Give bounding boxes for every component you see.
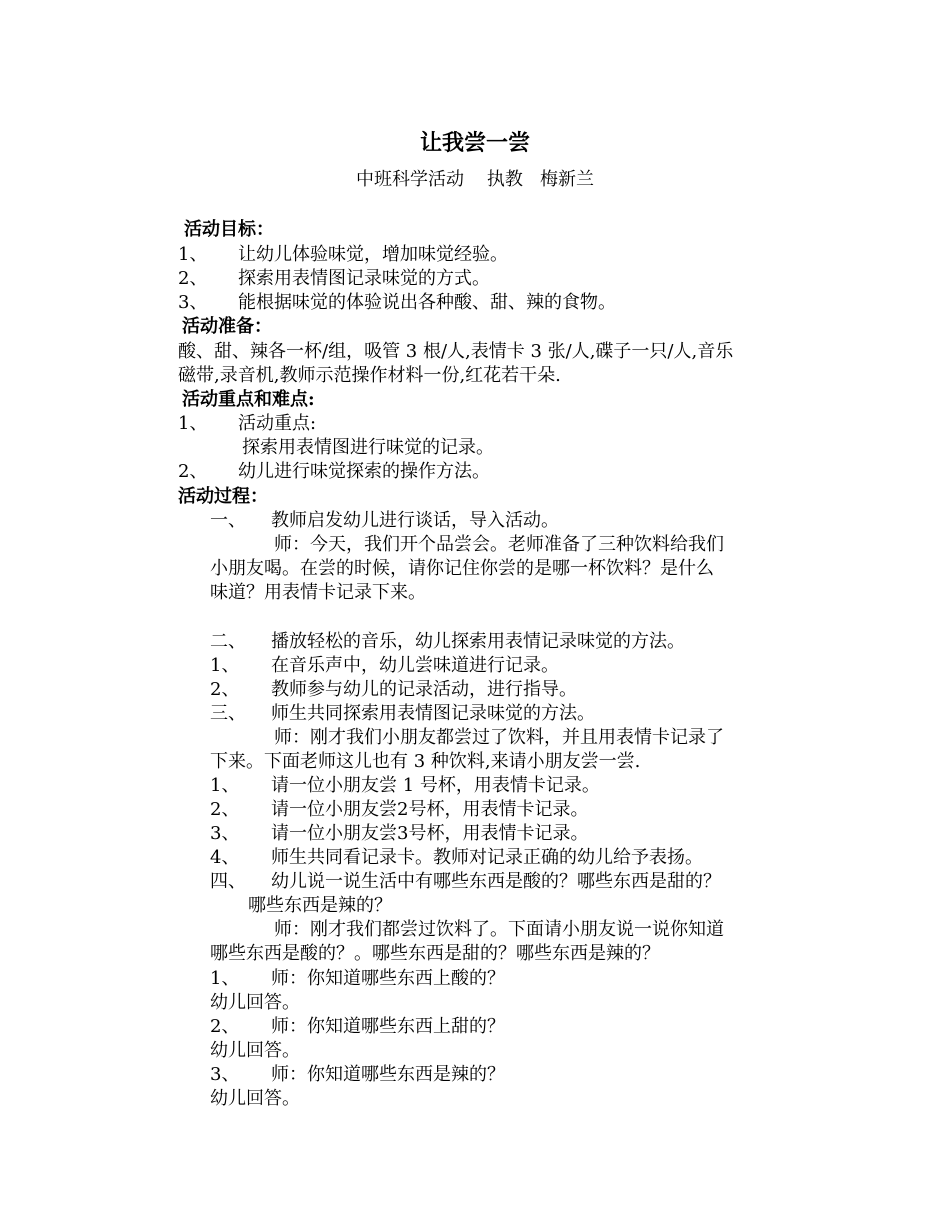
preparation-heading: 活动准备： — [182, 316, 272, 337]
item-number: 2、 — [210, 679, 240, 700]
item-number: 4、 — [210, 847, 240, 868]
paragraph-line: 下来。下面老师这儿也有 3 种饮料,来请小朋友尝一尝. — [210, 751, 641, 772]
item-number: 3、 — [210, 823, 240, 844]
question-text: 师：你知道哪些东西上酸的？ — [271, 968, 505, 989]
item-text: 请一位小朋友尝2号杯，用表情卡记录。 — [271, 799, 589, 820]
item-text: 在音乐声中，幼儿尝味道进行记录。 — [271, 655, 559, 676]
goal-item: 让幼儿体验味觉，增加味觉经验。 — [238, 244, 508, 265]
paragraph-line: 师：今天，我们开个品尝会。老师准备了三种饮料给我们 — [274, 534, 724, 555]
paragraph-line: 味道？用表情卡记录下来。 — [210, 582, 426, 603]
item-number: 1、 — [210, 655, 240, 676]
key-point-item: 幼儿进行味觉探索的操作方法。 — [238, 461, 490, 482]
item-number: 2、 — [210, 1016, 240, 1037]
answer-text: 幼儿回答。 — [210, 992, 300, 1013]
paragraph-line: 小朋友喝。在尝的时候，请你记住你尝的是哪一杯饮料？是什么 — [210, 558, 714, 579]
goal-number: 1、 — [178, 244, 208, 265]
section-title: 教师启发幼儿进行谈话，导入活动。 — [271, 510, 559, 531]
goal-item: 探索用表情图记录味觉的方式。 — [238, 268, 490, 289]
paragraph-line: 师：刚才我们都尝过饮料了。下面请小朋友说一说你知道 — [274, 919, 724, 940]
process-heading: 活动过程： — [178, 486, 268, 507]
goals-heading: 活动目标： — [184, 219, 274, 240]
preparation-line: 酸、甜、辣各一杯/组，吸管 3 根/人,表情卡 3 张/人,碟子一只/人,音乐 — [178, 341, 734, 362]
paragraph-line: 哪些东西是酸的？。哪些东西是甜的？哪些东西是辣的？ — [210, 943, 660, 964]
key-point-item: 活动重点: — [238, 413, 317, 434]
item-text: 师生共同看记录卡。教师对记录正确的幼儿给予表扬。 — [271, 847, 703, 868]
answer-text: 幼儿回答。 — [210, 1040, 300, 1061]
item-number: 1、 — [210, 775, 240, 796]
answer-text: 幼儿回答。 — [210, 1088, 300, 1109]
section-title-cont: 哪些东西是辣的？ — [248, 895, 392, 916]
section-number: 二、 — [210, 631, 246, 652]
question-text: 师：你知道哪些东西是辣的？ — [271, 1064, 505, 1085]
section-number: 三、 — [210, 703, 246, 724]
section-number: 四、 — [210, 871, 246, 892]
goal-number: 3、 — [178, 292, 208, 313]
key-point-item: 探索用表情图进行味觉的记录。 — [242, 437, 494, 458]
item-text: 教师参与幼儿的记录活动，进行指导。 — [271, 679, 577, 700]
key-point-number: 1、 — [178, 413, 208, 434]
document-title: 让我尝一尝 — [419, 130, 530, 156]
item-text: 请一位小朋友尝3号杯，用表情卡记录。 — [271, 823, 589, 844]
paragraph-line: 师：刚才我们小朋友都尝过了饮料，并且用表情卡记录了 — [274, 727, 724, 748]
document-subtitle: 中班科学活动 执教 梅新兰 — [355, 169, 595, 190]
item-number: 2、 — [210, 799, 240, 820]
item-text: 请一位小朋友尝 1 号杯，用表情卡记录。 — [271, 775, 600, 796]
section-title: 师生共同探索用表情图记录味觉的方法。 — [271, 703, 595, 724]
goal-number: 2、 — [178, 268, 208, 289]
question-text: 师：你知道哪些东西上甜的？ — [271, 1016, 505, 1037]
section-number: 一、 — [210, 510, 246, 531]
key-points-heading: 活动重点和难点: — [182, 389, 315, 410]
item-number: 3、 — [210, 1064, 240, 1085]
goal-item: 能根据味觉的体验说出各种酸、甜、辣的食物。 — [238, 292, 616, 313]
item-number: 1、 — [210, 968, 240, 989]
section-title: 播放轻松的音乐，幼儿探索用表情记录味觉的方法。 — [271, 631, 685, 652]
key-point-number: 2、 — [178, 461, 208, 482]
preparation-line: 磁带,录音机,教师示范操作材料一份,红花若干朵. — [178, 365, 561, 386]
section-title: 幼儿说一说生活中有哪些东西是酸的？哪些东西是甜的？ — [271, 871, 721, 892]
